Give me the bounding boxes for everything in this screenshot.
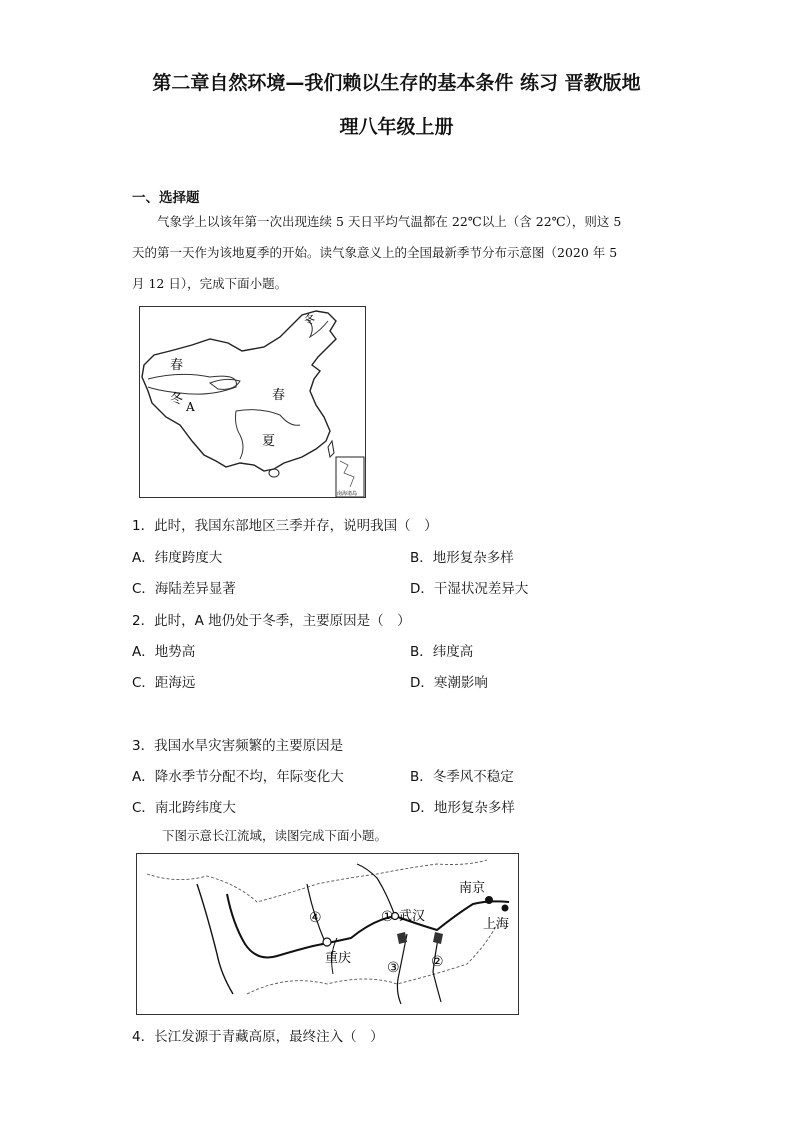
question-2-stem: 2．此时，A 地仍处于冬季，主要原因是（ ）	[132, 613, 411, 629]
winter-region-boundary	[148, 374, 236, 394]
intro-line-1: 气象学上以该年第一次出现连续 5 天日平均气温都在 22℃以上（含 22℃），则这 5	[157, 214, 622, 229]
label-point-a: A	[186, 400, 195, 414]
label-point-3: ③	[387, 960, 400, 976]
basin-boundary-south	[247, 924, 497, 994]
q1-option-a[interactable]: A．纬度跨度大	[132, 550, 223, 566]
q2-option-b[interactable]: B．纬度高	[410, 644, 474, 660]
yangtze-basin-figure	[136, 853, 519, 1015]
dongting-lake	[397, 932, 407, 944]
taiwan-island	[328, 441, 334, 457]
yangtze-basin-map	[137, 854, 518, 1014]
nanjing-marker	[485, 896, 493, 904]
label-nanjing: 南京	[459, 881, 486, 896]
chongqing-marker	[323, 938, 331, 946]
section-heading: 一、选择题	[132, 190, 200, 206]
inset-caption: 南海诸岛	[337, 491, 358, 497]
yangtze-mainstream	[227, 894, 509, 958]
q2-option-a[interactable]: A．地势高	[132, 644, 196, 660]
summer-region-boundary	[236, 410, 300, 426]
poyang-lake	[433, 932, 443, 944]
question-4-stem: 4．长江发源于青藏高原，最终注入（ ）	[132, 1029, 384, 1045]
hainan-island	[269, 469, 279, 477]
label-summer: 夏	[262, 434, 276, 449]
label-point-2: ②	[431, 954, 444, 970]
label-spring-east: 春	[272, 388, 286, 403]
south-china-sea-inset	[336, 457, 364, 497]
label-point-1: ①	[381, 909, 394, 925]
label-point-4: ④	[309, 910, 322, 926]
q3-option-a[interactable]: A．降水季节分配不均，年际变化大	[132, 769, 344, 785]
label-shanghai: 上海	[483, 917, 510, 932]
q1-option-d[interactable]: D．干湿状况差异大	[410, 581, 529, 597]
question-1-stem: 1．此时，我国东部地区三季并存，说明我国（ ）	[132, 518, 438, 534]
label-winter-west: 冬	[170, 392, 184, 407]
q1-option-c[interactable]: C．海陆差异显著	[132, 581, 236, 597]
intro-line-2: 天的第一天作为该地夏季的开始。读气象意义上的全国最新季节分布示意图（2020 年 5	[132, 245, 618, 260]
label-wuhan: 武汉	[399, 909, 426, 924]
china-border	[142, 311, 336, 471]
label-winter-ne: 冬	[304, 313, 315, 326]
label-spring-west: 春	[170, 358, 184, 373]
intro-paragraph-1	[132, 206, 662, 299]
intro-line-3: 月 12 日），完成下面小题。	[132, 276, 288, 291]
document-title-line-1: 第二章自然环境—我们赖以生存的基本条件 练习 晋教版地	[152, 72, 641, 94]
shanghai-marker	[502, 905, 509, 912]
question-3-stem: 3．我国水旱灾害频繁的主要原因是	[132, 738, 344, 754]
q2-option-c[interactable]: C．距海远	[132, 675, 196, 691]
summer-region-boundary-west	[236, 411, 244, 459]
season-map-figure	[139, 306, 366, 498]
q1-option-b[interactable]: B．地形复杂多样	[410, 550, 514, 566]
label-chongqing: 重庆	[325, 951, 352, 966]
basin-boundary-north	[147, 860, 487, 902]
q3-option-c[interactable]: C．南北跨纬度大	[132, 800, 236, 816]
china-outline-map	[140, 307, 365, 497]
q3-option-b[interactable]: B．冬季风不稳定	[410, 769, 514, 785]
intro-paragraph-2: 下图示意长江流域，读图完成下面小题。	[162, 828, 388, 843]
q2-option-d[interactable]: D．寒潮影响	[410, 675, 488, 691]
document-title-line-2: 理八年级上册	[339, 116, 454, 138]
q3-option-d[interactable]: D．地形复杂多样	[410, 800, 515, 816]
